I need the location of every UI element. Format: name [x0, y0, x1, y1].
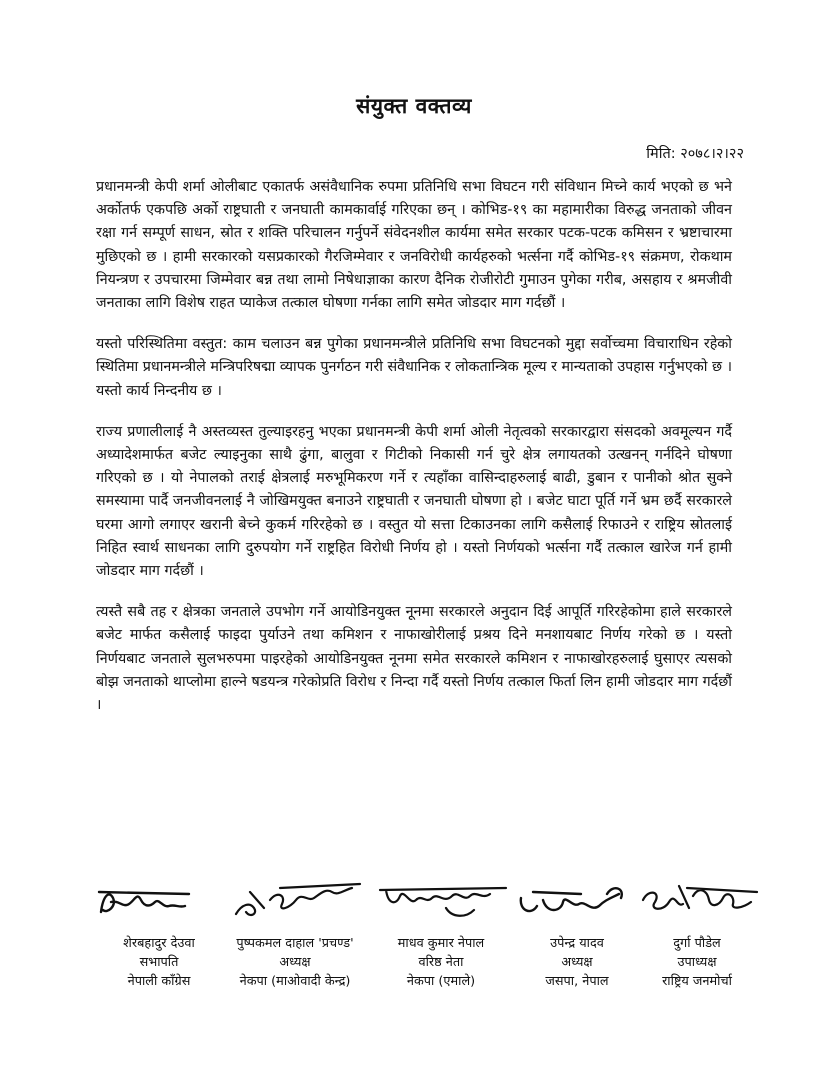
signatory-5-org: राष्ट्रिय जनमोर्चा	[662, 974, 732, 989]
signature-1-image	[89, 878, 229, 930]
signatory-1-name: शेरबहादुर देउवा	[123, 936, 195, 951]
signatory-3	[366, 878, 516, 989]
signatory-5-role: उपाध्यक्ष	[677, 955, 717, 970]
signatory-3-name: माधव कुमार नेपाल	[397, 936, 485, 951]
statement-body	[96, 176, 732, 735]
signatory-5	[622, 878, 772, 989]
signatory-1-org: नेपाली काँग्रेस	[127, 974, 191, 989]
signatory-4-name: उपेन्द्र यादव	[550, 936, 604, 951]
signatory-3-org: नेकपा (एमाले)	[406, 974, 476, 989]
signatory-3-role: वरिष्ठ नेता	[418, 955, 464, 970]
signature-3-image	[366, 878, 516, 930]
signature-5-image	[627, 878, 767, 930]
signatory-5-name: दुर्गा पौडेल	[673, 936, 721, 951]
document-title: संयुक्त वक्तव्य	[356, 94, 472, 118]
paragraph-1: प्रधानमन्त्री केपी शर्मा ओलीबाट एकातर्फ असंवैधानिक रुपमा प्रतिनिधि सभा विघटन गरी संविधान मिच्ने कार्य भएको छ भने अर्कोतर्फ एकपछि अर्को राष्ट्रघाती र जनघाती कामकार्वाई गरिएका छन् । कोभिड-१९ का महामारीका विरुद्ध जनताको जीवन रक्षा गर्न सम्पूर्ण साधन, स्रोत र शक्ति परिचालन गर्नुपर्ने संवेदनशील कार्यमा समेत सरकार पटक-पटक कमिसन र भ्रष्टाचारमा मुछिएको छ । हामी सरकारको यसप्रकारको गैरजिम्मेवार र जनविरोधी कार्यहरुको भर्त्सना गर्दै कोभिड-१९ संक्रमण, रोकथाम नियन्त्रण र उपचारमा जिम्मेवार बन्न तथा लामो निषेधाज्ञाका कारण दैनिक रोजीरोटी गुमाउन पुगेका गरीब, असहाय र श्रमजीवी जनताका लागि विशेष राहत प्याकेज तत्काल घोषणा गर्नका लागि समेत जोडदार माग गर्दछौं ।	[96, 179, 732, 312]
signatory-1	[84, 878, 234, 989]
signatory-2-role: अध्यक्ष	[279, 955, 311, 970]
signatory-2	[220, 878, 370, 989]
paragraph-4: त्यस्तै सबै तह र क्षेत्रका जनताले उपभोग गर्ने आयोडिनयुक्त नूनमा सरकारले अनुदान दिई आपूर्ति गरिरहेकोमा हाले सरकारले बजेट मार्फत कसैलाई फाइदा पुर्याउने तथा कमिशन र नाफाखोरीलाई प्रश्रय दिने मनशायबाट निर्णय गरेको छ । यस्तो निर्णयबाट जनताले सुलभरुपमा पाइरहेको आयोडिनयुक्त नूनमा समेत सरकारले कमिशन र नाफाखोरहरुलाई घुसाएर त्यसको बोझ जनताको थाप्लोमा हाल्ने षडयन्त्र गरेकोप्रति विरोध र निन्दा गर्दै यस्तो निर्णय तत्काल फिर्ता लिन हामी जोडदार माग गर्दछौं ।	[96, 604, 732, 714]
signatures-block	[84, 878, 764, 998]
signatory-4-org: जसपा, नेपाल	[545, 974, 609, 989]
signature-2-image	[220, 878, 370, 930]
paragraph-2: यस्तो परिस्थितिमा वस्तुत: काम चलाउन बन्न पुगेका प्रधानमन्त्रीले प्रतिनिधि सभा विघटनको मुद्दा सर्वोच्चमा विचाराधिन रहेको स्थितिमा प्रधानमन्त्रीले मन्त्रिपरिषद्मा व्यापक पुनर्गठन गरी संवैधानिक र लोकतान्त्रिक मूल्य र मान्यताको उपहास गर्नुभएको छ । यस्तो कार्य निन्दनीय छ ।	[96, 336, 732, 399]
paragraph-3: राज्य प्रणालीलाई नै अस्तव्यस्त तुल्याइरहनु भएका प्रधानमन्त्री केपी शर्मा ओली नेतृत्वको सरकारद्वारा संसदको अवमूल्यन गर्दै अध्यादेशमार्फत बजेट ल्याइनुका साथै ढुंगा, बालुवा र गिटीको निकासी गर्न चुरे क्षेत्र लगायतको उत्खनन् गर्नदिने घोषणा गरिएको छ । यो नेपालको तराई क्षेत्रलाई मरुभूमिकरण गर्ने र त्यहाँका वासिन्दाहरुलाई बाढी, डुबान र पानीको श्रोत सुक्ने समस्यामा पार्दै जनजीवनलाई नै जोखिमयुक्त बनाउने राष्ट्रघाती र जनघाती घोषणा हो । बजेट घाटा पूर्ति गर्ने भ्रम छर्दै सरकारले घरमा आगो लगाएर खरानी बेच्ने कुकर्म गरिरहेको छ । वस्तुत यो सत्ता टिकाउनका लागि कसैलाई रिफाउने र राष्ट्रिय स्रोतलाई निहित स्वार्थ साधनका लागि दुरुपयोग गर्ने राष्ट्रहित विरोधी निर्णय हो । यस्तो निर्णयको भर्त्सना गर्दै तत्काल खारेज गर्न हामी जोडदार माग गर्दछौं ।	[96, 423, 732, 580]
signatory-2-name: पुष्पकमल दाहाल 'प्रचण्ड'	[236, 936, 354, 951]
signatory-1-role: सभापति	[139, 955, 179, 970]
signatory-2-org: नेकपा (माओवादी केन्द्र)	[239, 974, 351, 989]
document-date: मिति: २०७८।२।२२	[646, 146, 744, 162]
signatory-4-role: अध्यक्ष	[561, 955, 593, 970]
